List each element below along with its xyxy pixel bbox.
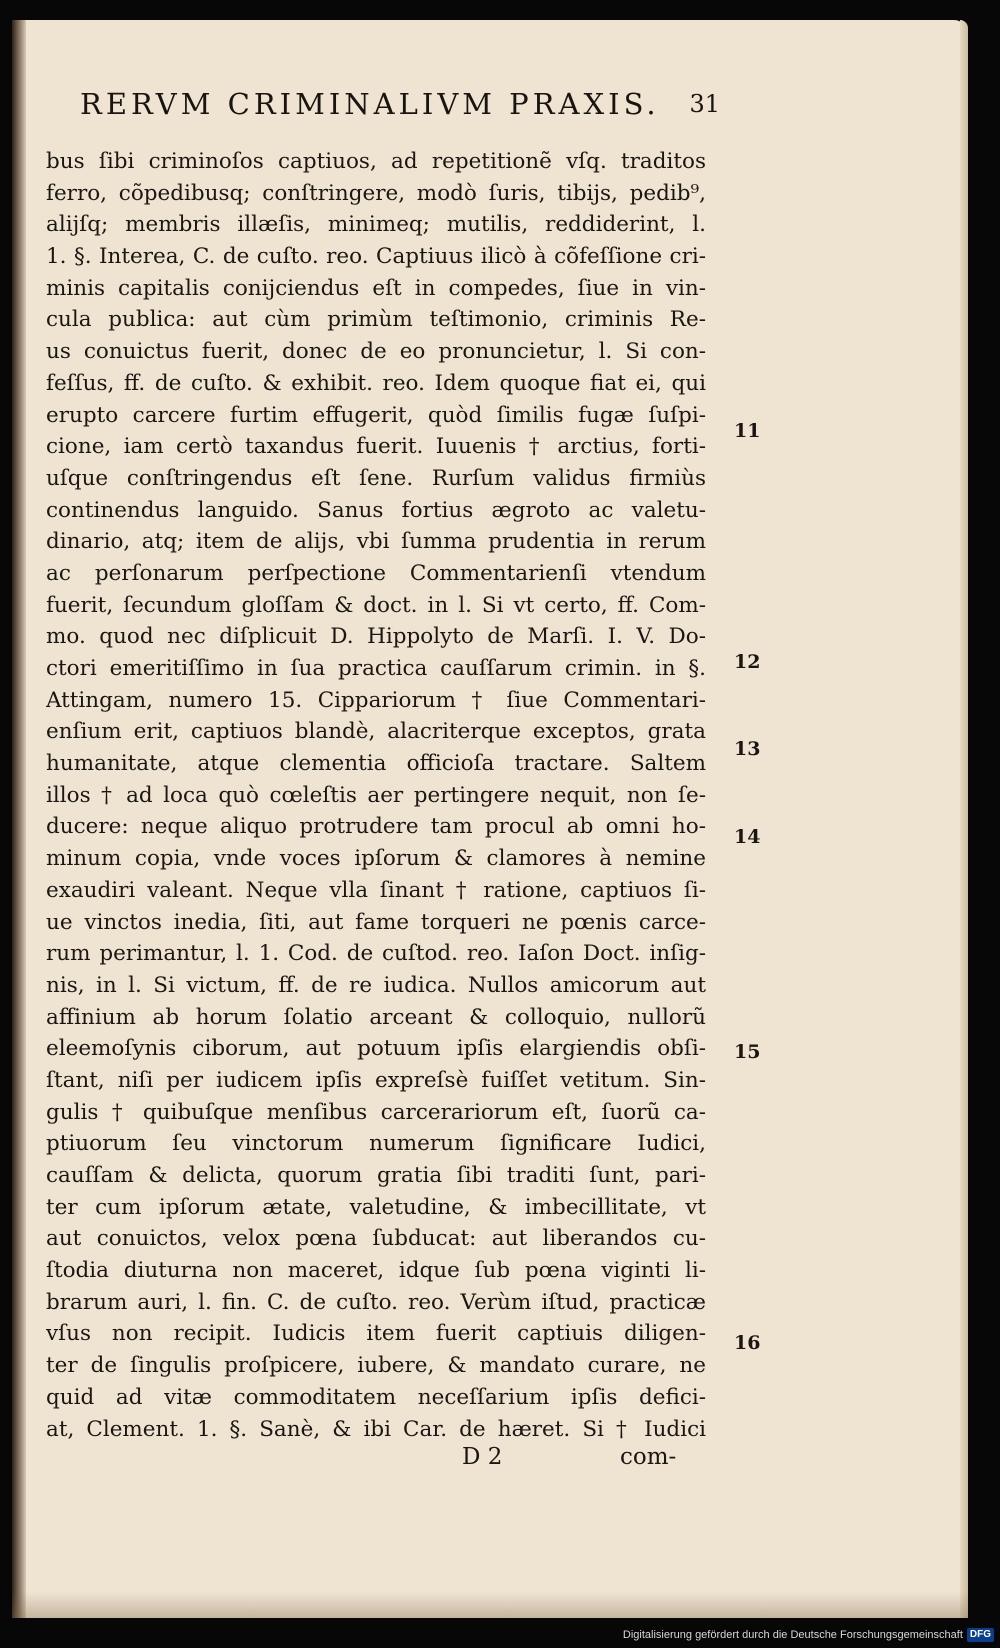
text-line: affinium ab horum ſolatio arceant & colloquio, nullorũ <box>46 1004 706 1030</box>
text-line: brarum auri, l. fin. C. de cuſto. reo. Verùm iſtud, practicæ <box>46 1289 706 1315</box>
text-line: cauſſam & delicta, quorum gratia ſibi traditi ſunt, pari- <box>46 1163 706 1188</box>
text-line: us conuictus fuerit, donec de eo pronuncietur, l. Si con- <box>46 339 706 365</box>
text-line: dinario, atq; item de alijs, vbi ſumma prudentia in rerum <box>46 529 706 555</box>
text-line: minis capitalis conijciendus eſt in compedes, ſiue in vin- <box>46 275 706 301</box>
text-line: ferro, cõpedibusq; conſtringere, modò ſuris, tibijs, pedib⁹, <box>46 180 706 206</box>
book-page <box>12 20 968 1618</box>
text-line: 1. §. Interea, C. de cuſto. reo. Captiuus ilicò à cõfeſſione cri- <box>46 244 706 270</box>
catchword: com- <box>620 1444 677 1470</box>
text-line: nis, in l. Si victum, ff. de re iudica. Nullos amicorum aut <box>46 972 706 998</box>
text-line: feſſus, ff. de cuſto. & exhibit. reo. Idem quoque fiat ei, qui <box>46 370 706 396</box>
text-line: uſque conſtringendus eſt ſene. Rurſum validus firmiùs <box>46 465 706 491</box>
marginal-number: 13 <box>734 738 761 760</box>
text-line: ter de ſingulis proſpicere, iubere, & mandato curare, ne <box>46 1353 706 1379</box>
page-gutter <box>12 20 26 1618</box>
text-line: ac perſonarum perſpectione Commentarienſi vtendum <box>46 560 706 586</box>
marginal-number: 15 <box>734 1041 761 1063</box>
text-line: ducere: neque aliquo protrudere tam procul ab omni ho- <box>46 814 706 840</box>
text-line: minum copia, vnde voces ipſorum & clamores à nemine <box>46 846 706 872</box>
page-bottom-shade <box>12 1592 968 1618</box>
marginal-number: 12 <box>734 651 761 673</box>
text-line: humanitate, atque clementia officioſa tractare. Saltem <box>46 751 706 777</box>
text-line: cula publica: aut cùm primùm teſtimonio, criminis Re- <box>46 307 706 333</box>
text-line: ter cum ipſorum ætate, valetudine, & imbecillitate, vt <box>46 1194 706 1220</box>
text-line: cione, iam certò taxandus fuerit. Iuuenis † arctius, forti- <box>46 434 706 460</box>
credit-text: Digitalisierung gefördert durch die Deutsche Forschungsgemeinschaft <box>622 1629 963 1641</box>
running-head-title: RERVM CRIMINALIVM PRAXIS. <box>80 87 660 121</box>
text-line: eleemoſynis ciborum, aut potuum ipſis elargiendis obſi- <box>46 1036 706 1062</box>
dfg-logo: DFG <box>967 1628 994 1642</box>
text-line: quid ad vitæ commoditatem neceſſarium ipſis defici- <box>46 1384 706 1410</box>
text-line: illos † ad loca quò cœleſtis aer pertingere nequit, non ſe- <box>46 782 706 808</box>
text-block <box>46 146 706 1445</box>
signature-mark: D 2 <box>462 1444 503 1470</box>
text-line: gulis † quibuſque menſibus carcerariorum eſt, ſuorũ ca- <box>46 1099 706 1125</box>
page-fore-edge <box>960 20 968 1618</box>
text-line: aut conuictos, velox pœna ſubducat: aut liberandos cu- <box>46 1226 706 1252</box>
running-head <box>80 84 720 124</box>
marginal-number: 11 <box>734 420 761 442</box>
text-line: alijſq; membris illæſis, minimeq; mutilis, reddiderint, l. <box>46 212 706 238</box>
folio-number: 31 <box>689 90 720 118</box>
text-line: at, Clement. 1. §. Sanè, & ibi Car. de hæret. Si † Iudici <box>46 1416 706 1442</box>
text-line: continendus languido. Sanus fortius ægroto ac valetu- <box>46 497 706 523</box>
text-line: enſium erit, captiuos blandè, alacriterque exceptos, grata <box>46 719 706 745</box>
text-line: ptiuorum ſeu vinctorum numerum ſignificare Iudici, <box>46 1131 706 1157</box>
text-line: Attingam, numero 15. Cippariorum † ſiue Commentari- <box>46 687 706 713</box>
text-line: exaudiri valeant. Neque vlla ſinant † ratione, captiuos ſi- <box>46 877 706 903</box>
digitization-credit <box>623 1626 994 1644</box>
text-line: ſtodia diuturna non maceret, idque ſub pœna viginti li- <box>46 1258 706 1284</box>
text-line: ue vinctos inedia, ſiti, aut fame torqueri ne pœnis carce- <box>46 909 706 935</box>
marginal-number: 16 <box>734 1332 761 1354</box>
text-line: mo. quod nec diſplicuit D. Hippolyto de Marſi. I. V. Do- <box>46 624 706 650</box>
text-line: erupto carcere furtim effugerit, quòd ſimilis fugæ ſuſpi- <box>46 402 706 428</box>
text-line: ſtant, niſi per iudicem ipſis expreſsè fuiſſet vetitum. Sin- <box>46 1067 706 1093</box>
text-line: fuerit, ſecundum gloſſam & doct. in l. Si vt certo, ff. Com- <box>46 592 706 618</box>
text-line: bus ſibi criminoſos captiuos, ad repetitionẽ vſq. traditos <box>46 149 706 174</box>
text-line: ctori emeritiſſimo in ſua practica cauſſarum crimin. in §. <box>46 656 706 681</box>
marginal-number: 14 <box>734 826 761 848</box>
text-line: rum perimantur, l. 1. Cod. de cuſtod. reo. Iaſon Doct. inſig- <box>46 941 706 967</box>
text-line: vſus non recipit. Iudicis item fuerit captiuis diligen- <box>46 1321 706 1347</box>
